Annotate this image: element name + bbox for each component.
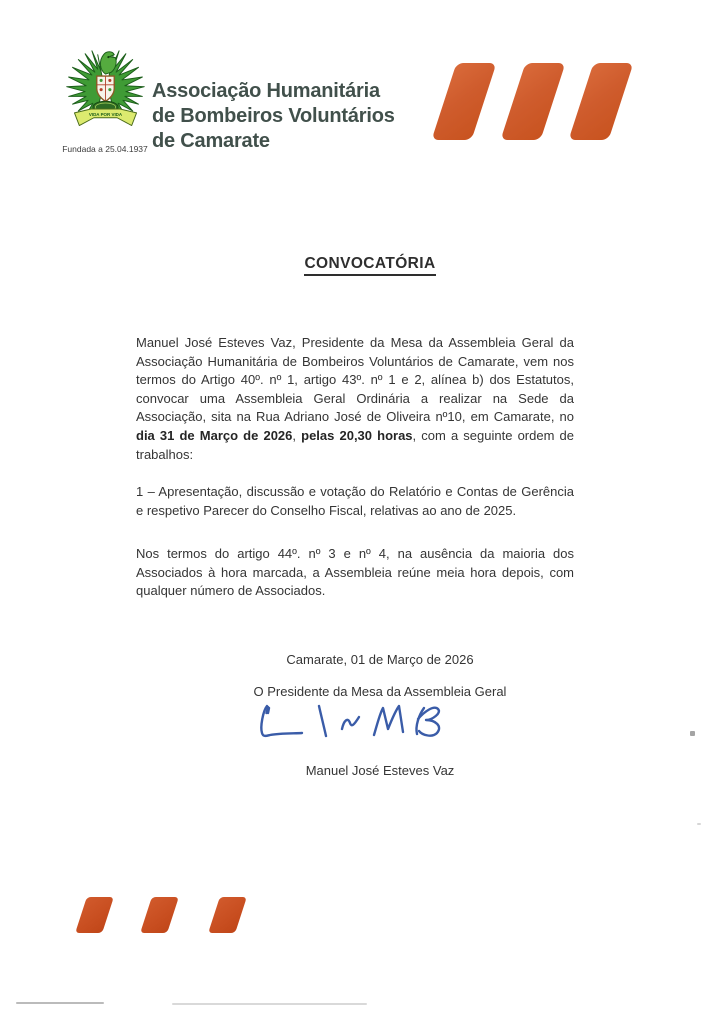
- agenda-item-1: 1 – Apresentação, discussão e votação do Relatório e Contas de Gerência e respetivo Parecer do Conselho Fiscal, relativas ao ano de 2025.: [136, 484, 574, 518]
- logo-motto: VIDA POR VIDA: [88, 112, 122, 118]
- header-accent-stripe-1: [431, 63, 496, 140]
- paragraph-convocation: [136, 334, 574, 464]
- org-name-line2: de Bombeiros Voluntários: [152, 105, 395, 127]
- scan-artifact-speck: [690, 731, 695, 736]
- footer-accent-stripe-2: [140, 897, 179, 933]
- org-name: [152, 79, 395, 154]
- scan-artifact-speck-faint: [697, 823, 701, 825]
- paragraph-convocation-text: Manuel José Esteves Vaz, Presidente da Mesa da Assembleia Geral da Associação Humanitária de Bombeiros Voluntários de Camarate, vem nos termos do Artigo 40º. nº 1, artigo 43º. nº 1 e 2, alínea b) dos Estatutos, convocar uma Assembleia Geral Ordinária a realizar na Sede da Associação, sita na Rua Adriano José de Oliveira nº10, em Camarate, no: [136, 335, 574, 425]
- header-accent-stripe-2: [500, 63, 565, 140]
- footer-accent-stripe-1: [75, 897, 114, 933]
- paragraph-quorum: Nos termos do artigo 44º. nº 3 e nº 4, na ausência da maioria dos Associados à hora marcada, a Assembleia reúne meia hora depois, com qualquer número de Associados.: [136, 546, 574, 599]
- signer-name: Manuel José Esteves Vaz: [305, 763, 455, 778]
- header-accent-stripe-3: [568, 63, 633, 140]
- org-logo: [50, 45, 160, 154]
- document-title-row: [135, 255, 605, 276]
- org-name-line3: de Camarate: [152, 130, 270, 152]
- date-line: Camarate, 01 de Março de 2026: [286, 652, 474, 667]
- scan-artifact-line-faint: [172, 1003, 367, 1005]
- meeting-time-bold: pelas 20,30 horas: [301, 427, 413, 443]
- document-title: CONVOCATÓRIA: [304, 255, 435, 276]
- handwritten-signature: [256, 699, 461, 753]
- signer-title: O Presidente da Mesa da Assembleia Geral: [253, 684, 507, 699]
- logo-founded-text: Fundada a 25.04.1937: [62, 144, 148, 154]
- paragraph-convocation-tail: , com a seguinte ordem de trabalhos:: [136, 427, 574, 462]
- org-name-line1: Associação Humanitária: [152, 80, 380, 102]
- scan-artifact-line: [16, 1002, 104, 1004]
- meeting-date-bold: dia 31 de Março de 2026: [136, 427, 293, 443]
- bold-separator: ,: [292, 427, 302, 443]
- footer-accent-stripe-3: [208, 897, 247, 933]
- eagle-crest-icon: [57, 45, 154, 142]
